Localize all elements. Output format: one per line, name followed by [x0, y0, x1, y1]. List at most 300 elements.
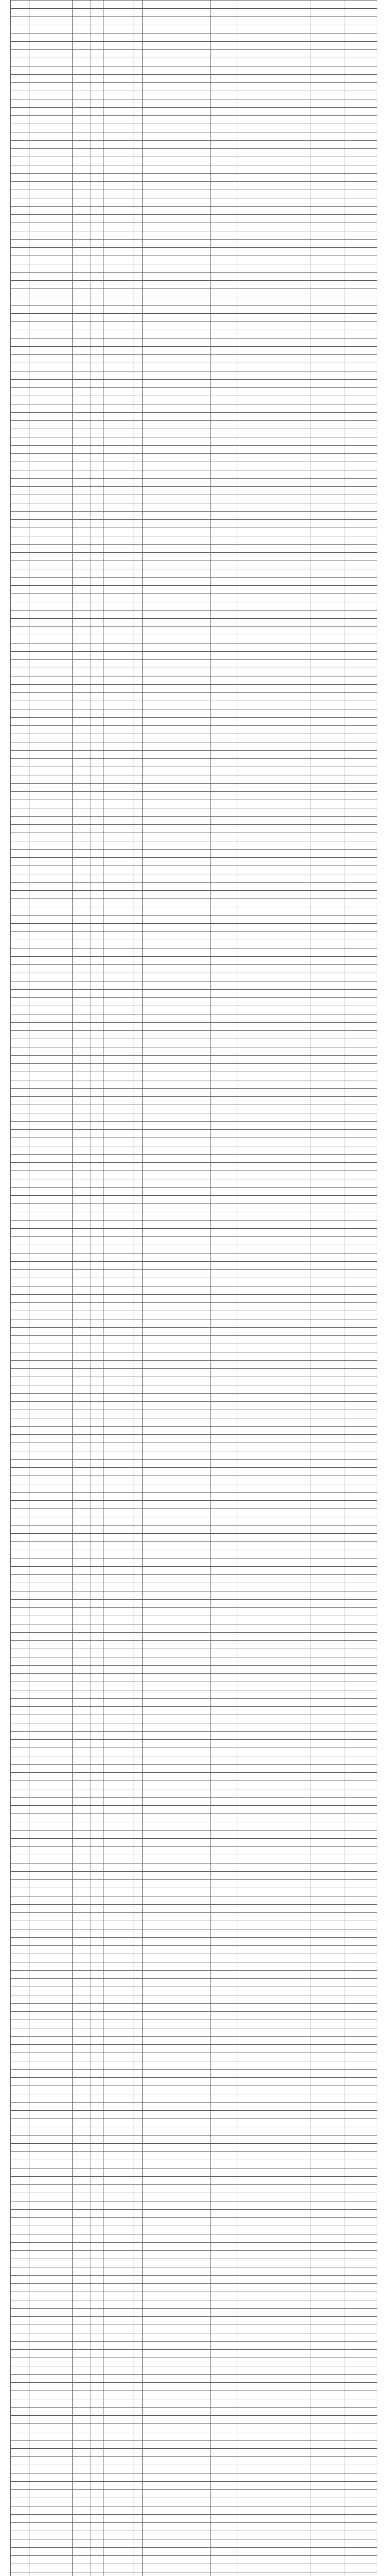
table-cell [237, 1418, 310, 1427]
table-cell [91, 734, 103, 742]
table-cell [91, 116, 103, 124]
table-cell [310, 883, 344, 891]
table-cell [143, 108, 210, 116]
table-cell [73, 1328, 91, 1336]
table-row [11, 289, 377, 297]
table-cell [210, 2490, 237, 2498]
table-cell [91, 2193, 103, 2201]
table-cell [29, 1666, 73, 1674]
table-cell [11, 338, 29, 347]
table-cell [11, 231, 29, 240]
table-cell [133, 1971, 143, 1979]
table-cell [103, 594, 133, 602]
table-cell [11, 2366, 29, 2375]
table-cell [29, 1196, 73, 1204]
table-cell [344, 2136, 377, 2144]
table-cell [210, 248, 237, 256]
table-cell [11, 1946, 29, 1954]
table-cell [344, 792, 377, 800]
table-row [11, 1608, 377, 1616]
table-cell [103, 2168, 133, 2177]
table-cell [344, 42, 377, 50]
table-cell [29, 2111, 73, 2119]
table-row [11, 948, 377, 957]
table-cell [73, 2449, 91, 2457]
table-cell [29, 470, 73, 479]
table-cell [73, 693, 91, 701]
table-cell [210, 231, 237, 240]
table-cell [29, 388, 73, 396]
table-cell [11, 1146, 29, 1155]
table-cell [11, 2333, 29, 2342]
table-cell [133, 1929, 143, 1938]
table-cell [11, 2498, 29, 2506]
table-cell [210, 1666, 237, 1674]
table-cell [310, 503, 344, 512]
table-cell [103, 1740, 133, 1748]
table-cell [11, 660, 29, 668]
table-row [11, 635, 377, 643]
table-cell [103, 1723, 133, 1732]
table-cell [29, 2564, 73, 2572]
table-cell [237, 2243, 310, 2251]
table-cell [143, 42, 210, 50]
table-cell [103, 83, 133, 91]
table-cell [210, 841, 237, 850]
table-row [11, 2259, 377, 2267]
table-cell [210, 2399, 237, 2408]
table-cell [73, 957, 91, 965]
table-cell [310, 693, 344, 701]
table-cell [210, 1039, 237, 1047]
table-cell [73, 1600, 91, 1608]
table-cell [237, 2111, 310, 2119]
table-cell [237, 495, 310, 503]
table-cell [344, 891, 377, 899]
table-row [11, 726, 377, 734]
table-cell [29, 479, 73, 487]
table-cell [91, 1732, 103, 1740]
table-cell [310, 470, 344, 479]
table-cell [11, 2432, 29, 2441]
table-cell [143, 2012, 210, 2020]
table-cell [133, 2012, 143, 2020]
table-cell [344, 1534, 377, 1542]
table-cell [143, 2111, 210, 2119]
table-cell [210, 1, 237, 9]
table-cell [344, 1138, 377, 1146]
table-cell [210, 371, 237, 380]
table-cell [73, 751, 91, 759]
table-cell [73, 256, 91, 264]
table-cell [11, 1229, 29, 1237]
table-cell [73, 231, 91, 240]
table-cell [91, 429, 103, 437]
table-cell [73, 2160, 91, 2168]
table-cell [103, 1113, 133, 1122]
table-cell [344, 2037, 377, 2045]
table-row [11, 1105, 377, 1113]
table-cell [133, 1822, 143, 1831]
table-cell [103, 1427, 133, 1435]
table-cell [91, 545, 103, 553]
table-cell [237, 1591, 310, 1600]
table-cell [133, 2136, 143, 2144]
table-cell [103, 2136, 133, 2144]
table-cell [310, 1987, 344, 1995]
table-cell [73, 1542, 91, 1550]
table-cell [237, 693, 310, 701]
table-cell [91, 965, 103, 973]
table-cell [11, 2103, 29, 2111]
table-cell [29, 2300, 73, 2309]
table-row [11, 116, 377, 124]
table-cell [210, 2441, 237, 2449]
table-cell [143, 1946, 210, 1954]
table-cell [91, 1929, 103, 1938]
table-cell [237, 1954, 310, 1962]
table-cell [143, 479, 210, 487]
table-cell [310, 1542, 344, 1550]
table-cell [11, 1204, 29, 1212]
table-cell [344, 503, 377, 512]
table-cell [310, 899, 344, 907]
table-cell [210, 1295, 237, 1303]
table-cell [103, 1863, 133, 1872]
table-cell [11, 1113, 29, 1122]
table-cell [29, 899, 73, 907]
table-cell [344, 9, 377, 17]
table-cell [91, 1954, 103, 1962]
table-cell [29, 2473, 73, 2482]
table-cell [103, 487, 133, 495]
table-cell [143, 1896, 210, 1905]
table-cell [143, 874, 210, 883]
table-cell [133, 1641, 143, 1649]
table-cell [11, 2358, 29, 2366]
table-cell [310, 1262, 344, 1270]
table-cell [237, 1987, 310, 1995]
table-cell [91, 1443, 103, 1451]
table-cell [11, 2300, 29, 2309]
table-cell [143, 858, 210, 866]
table-cell [210, 1047, 237, 1056]
table-cell [133, 1558, 143, 1567]
table-cell [310, 2424, 344, 2432]
table-cell [210, 1385, 237, 1394]
table-cell [210, 1361, 237, 1369]
table-cell [310, 1715, 344, 1723]
table-cell [143, 1987, 210, 1995]
table-cell [344, 701, 377, 709]
table-cell [310, 1163, 344, 1171]
table-row [11, 924, 377, 932]
table-cell [310, 1641, 344, 1649]
table-cell [143, 1155, 210, 1163]
table-cell [133, 2111, 143, 2119]
table-cell [133, 1146, 143, 1155]
table-cell [73, 207, 91, 215]
table-cell [11, 998, 29, 1006]
table-cell [133, 1649, 143, 1657]
table-cell [237, 248, 310, 256]
table-cell [210, 2473, 237, 2482]
table-cell [103, 2399, 133, 2408]
table-cell [103, 850, 133, 858]
table-cell [103, 866, 133, 874]
table-cell [73, 83, 91, 91]
table-cell [310, 2276, 344, 2284]
table-cell [210, 891, 237, 899]
table-row [11, 932, 377, 940]
table-cell [133, 2350, 143, 2358]
table-cell [310, 1270, 344, 1278]
table-row [11, 1278, 377, 1286]
table-cell [29, 718, 73, 726]
table-cell [344, 2061, 377, 2070]
table-cell [210, 124, 237, 132]
table-cell [237, 1056, 310, 1064]
table-cell [310, 1872, 344, 1880]
table-cell [237, 932, 310, 940]
table-cell [344, 586, 377, 594]
table-cell [11, 676, 29, 685]
table-cell [143, 1245, 210, 1253]
table-cell [29, 2078, 73, 2086]
table-cell [133, 437, 143, 446]
table-cell [11, 1880, 29, 1888]
table-cell [29, 1146, 73, 1155]
table-cell [29, 1690, 73, 1699]
table-cell [11, 141, 29, 149]
table-cell [133, 1344, 143, 1352]
table-row [11, 1113, 377, 1122]
table-cell [91, 948, 103, 957]
table-row [11, 91, 377, 99]
table-cell [237, 2457, 310, 2465]
table-cell [344, 1987, 377, 1995]
table-cell [237, 231, 310, 240]
table-row [11, 874, 377, 883]
table-cell [91, 17, 103, 25]
table-cell [29, 1064, 73, 1072]
table-cell [133, 1591, 143, 1600]
table-cell [143, 25, 210, 33]
table-cell [310, 454, 344, 462]
table-cell [310, 2300, 344, 2309]
table-cell [29, 297, 73, 306]
table-cell [310, 2556, 344, 2564]
table-cell [11, 503, 29, 512]
table-cell [310, 1674, 344, 1682]
table-row [11, 1954, 377, 1962]
table-cell [133, 1723, 143, 1732]
table-cell [210, 1946, 237, 1954]
table-cell [210, 2004, 237, 2012]
table-cell [237, 1385, 310, 1394]
table-cell [91, 528, 103, 536]
table-row [11, 2350, 377, 2358]
table-cell [103, 1666, 133, 1674]
table-row [11, 2094, 377, 2103]
table-cell [73, 1221, 91, 1229]
table-cell [133, 42, 143, 50]
table-cell [91, 1839, 103, 1847]
table-cell [344, 1410, 377, 1418]
table-cell [237, 1146, 310, 1155]
table-cell [210, 2168, 237, 2177]
table-cell [237, 1039, 310, 1047]
table-cell [143, 2325, 210, 2333]
table-cell [344, 693, 377, 701]
table-cell [91, 1303, 103, 1311]
table-cell [237, 1047, 310, 1056]
table-cell [310, 1047, 344, 1056]
table-cell [344, 1765, 377, 1773]
table-cell [237, 2193, 310, 2201]
table-cell [133, 1575, 143, 1583]
table-cell [237, 1674, 310, 1682]
table-cell [143, 2185, 210, 2193]
table-cell [103, 2383, 133, 2391]
table-cell [29, 215, 73, 223]
table-cell [103, 825, 133, 833]
table-cell [73, 495, 91, 503]
table-cell [310, 1608, 344, 1616]
table-cell [143, 545, 210, 553]
table-cell [11, 1328, 29, 1336]
table-cell [29, 1460, 73, 1468]
table-cell [103, 1806, 133, 1814]
table-cell [210, 2177, 237, 2185]
table-cell [143, 1666, 210, 1674]
table-cell [133, 800, 143, 808]
table-cell [237, 124, 310, 132]
table-cell [344, 2234, 377, 2243]
table-cell [29, 1039, 73, 1047]
table-cell [210, 932, 237, 940]
table-cell [210, 1328, 237, 1336]
table-cell [73, 1072, 91, 1080]
table-cell [103, 916, 133, 924]
table-cell [344, 1, 377, 9]
table-row [11, 1929, 377, 1938]
table-cell [210, 2309, 237, 2317]
table-cell [11, 1443, 29, 1451]
table-cell [143, 248, 210, 256]
table-cell [73, 718, 91, 726]
table-cell [143, 998, 210, 1006]
table-cell [103, 2441, 133, 2449]
table-row [11, 2111, 377, 2119]
table-cell [91, 553, 103, 561]
table-cell [103, 2037, 133, 2045]
table-row [11, 157, 377, 165]
table-cell [210, 223, 237, 231]
table-row [11, 1616, 377, 1624]
table-row [11, 2103, 377, 2111]
table-cell [237, 388, 310, 396]
table-row [11, 1921, 377, 1929]
table-cell [73, 2564, 91, 2572]
table-cell [73, 1212, 91, 1221]
table-cell [91, 1962, 103, 1971]
table-cell [103, 1097, 133, 1105]
table-cell [73, 850, 91, 858]
table-row [11, 792, 377, 800]
table-cell [73, 1047, 91, 1056]
table-cell [133, 330, 143, 338]
table-cell [133, 2548, 143, 2556]
table-cell [210, 17, 237, 25]
table-cell [310, 2358, 344, 2366]
table-cell [73, 42, 91, 50]
table-row [11, 1567, 377, 1575]
table-cell [29, 619, 73, 627]
table-cell [310, 932, 344, 940]
table-cell [29, 289, 73, 297]
table-cell [210, 775, 237, 784]
table-row [11, 231, 377, 240]
table-cell [29, 924, 73, 932]
table-cell [344, 1014, 377, 1023]
table-cell [133, 231, 143, 240]
table-cell [310, 2399, 344, 2408]
table-cell [237, 594, 310, 602]
table-cell [210, 660, 237, 668]
table-cell [310, 2391, 344, 2399]
table-cell [310, 347, 344, 355]
table-cell [11, 1789, 29, 1798]
table-cell [210, 1138, 237, 1146]
table-cell [310, 1798, 344, 1806]
table-cell [103, 9, 133, 17]
table-cell [210, 561, 237, 569]
table-cell [11, 1954, 29, 1962]
table-cell [344, 1196, 377, 1204]
table-cell [11, 883, 29, 891]
table-cell [29, 1732, 73, 1740]
table-cell [143, 2350, 210, 2358]
table-cell [237, 2482, 310, 2490]
table-cell [237, 1253, 310, 1262]
table-cell [143, 1921, 210, 1929]
table-cell [133, 1526, 143, 1534]
table-cell [344, 2045, 377, 2053]
table-cell [133, 1204, 143, 1212]
table-cell [237, 602, 310, 611]
table-cell [91, 2152, 103, 2160]
table-cell [103, 1558, 133, 1567]
table-cell [29, 1542, 73, 1550]
table-cell [210, 1064, 237, 1072]
table-cell [344, 1336, 377, 1344]
table-cell [310, 66, 344, 75]
table-cell [133, 2342, 143, 2350]
table-row [11, 1600, 377, 1608]
table-cell [237, 1286, 310, 1295]
table-cell [103, 1575, 133, 1583]
table-cell [310, 83, 344, 91]
table-cell [103, 2548, 133, 2556]
table-cell [11, 2210, 29, 2218]
table-cell [210, 1567, 237, 1575]
table-cell [73, 1089, 91, 1097]
table-cell [237, 569, 310, 578]
table-cell [103, 1237, 133, 1245]
table-cell [143, 256, 210, 264]
table-cell [143, 338, 210, 347]
